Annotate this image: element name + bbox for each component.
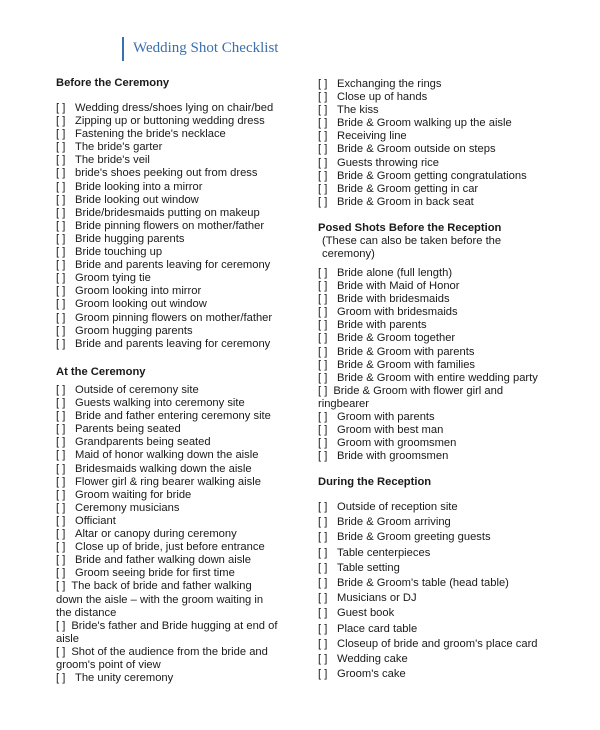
checklist-item-label: The bride's veil xyxy=(75,154,150,167)
checklist-item-label: The unity ceremony xyxy=(75,672,174,685)
checklist-item-label: Outside of reception site xyxy=(337,501,458,513)
checklist-item xyxy=(56,246,296,259)
checkbox[interactable]: [ ] xyxy=(56,423,66,436)
checkbox[interactable]: [ ] xyxy=(56,206,66,219)
checklist-item xyxy=(318,530,558,545)
checklist-item-label: Place card table xyxy=(337,622,418,635)
checkbox[interactable]: [ ] xyxy=(318,607,328,620)
checkbox[interactable]: [ ] xyxy=(56,141,66,154)
checklist-item xyxy=(318,576,558,591)
checklist-ceremony-continued xyxy=(318,78,558,209)
page-title: Wedding Shot Checklist xyxy=(133,40,279,56)
checkbox[interactable]: [ ] xyxy=(56,232,66,245)
checklist-item-label: Bride & Groom with flower girl and ringbearer xyxy=(318,384,504,410)
checkbox[interactable]: [ ] xyxy=(56,488,66,501)
checklist-item-label: Bride hugging parents xyxy=(75,232,185,245)
title-accent-bar xyxy=(122,37,124,61)
checklist-item xyxy=(56,567,280,580)
checkbox[interactable]: [ ] xyxy=(56,154,66,167)
checklist-item xyxy=(56,423,280,436)
checklist-item xyxy=(318,346,546,359)
checklist-item-label: Close up of bride, just before entrance xyxy=(75,541,265,554)
checklist-item xyxy=(56,141,296,154)
checkbox[interactable]: [ ] xyxy=(56,397,66,410)
checklist-item-label: Groom with best man xyxy=(337,424,444,437)
checklist-item xyxy=(318,196,558,209)
checklist-item-label: Bride with bridesmaids xyxy=(337,293,450,306)
checklist-item xyxy=(56,207,296,220)
checkbox[interactable]: [ ] xyxy=(318,345,328,358)
checkbox[interactable]: [ ] xyxy=(318,437,328,450)
checklist-item xyxy=(318,546,558,561)
checklist-item xyxy=(318,437,546,450)
checklist-item xyxy=(318,117,558,130)
checkbox[interactable]: [ ] xyxy=(56,475,66,488)
checklist-item xyxy=(318,591,558,606)
checklist-item-label: Officiant xyxy=(75,514,116,527)
checkbox[interactable]: [ ] xyxy=(318,384,328,397)
checklist-item-label: Groom with groomsmen xyxy=(337,437,457,450)
checklist-item xyxy=(318,424,546,437)
checklist-item-label: Guests walking into ceremony site xyxy=(75,397,245,410)
checklist-item xyxy=(318,319,546,332)
checklist-item-label: Outside of ceremony site xyxy=(75,384,199,396)
checkbox[interactable]: [ ] xyxy=(56,384,66,396)
checklist-item xyxy=(318,78,558,91)
checkbox[interactable]: [ ] xyxy=(318,143,328,156)
checklist-item xyxy=(56,154,296,167)
checkbox[interactable]: [ ] xyxy=(318,668,328,681)
checkbox[interactable]: [ ] xyxy=(56,219,66,232)
checklist-item-label: Groom's cake xyxy=(337,668,406,681)
checklist-item-label: The back of bride and father walking down the aisle – with the groom waiting in the distance xyxy=(56,580,264,619)
checkbox[interactable]: [ ] xyxy=(318,358,328,371)
checkbox[interactable]: [ ] xyxy=(56,128,66,141)
section-heading-during-reception: During the Reception xyxy=(318,476,432,488)
checkbox[interactable]: [ ] xyxy=(56,115,66,128)
checklist-item xyxy=(56,541,280,554)
checklist-item-label: Bride looking out window xyxy=(75,193,199,206)
checklist-item-label: Guests throwing rice xyxy=(337,156,439,169)
checklist-item-label: Groom seeing bride for first time xyxy=(75,567,235,580)
checklist-item xyxy=(56,449,280,462)
checklist-item xyxy=(56,102,296,115)
checklist-item-label: Grandparents being seated xyxy=(75,436,211,449)
checklist-item-label: Close up of hands xyxy=(337,91,428,104)
checklist-at-ceremony xyxy=(56,384,280,685)
checklist-item xyxy=(318,130,558,143)
checklist-item-label: Fastening the bride's necklace xyxy=(75,128,226,141)
checkbox[interactable]: [ ] xyxy=(56,462,66,475)
checkbox[interactable]: [ ] xyxy=(318,653,328,666)
checklist-item-label: Groom tying tie xyxy=(75,272,151,285)
checklist-item-label: Zipping up or buttoning wedding dress xyxy=(75,115,265,128)
checklist-item xyxy=(56,554,280,567)
checklist-item-label: Bride and father walking down aisle xyxy=(75,554,251,567)
checklist-item xyxy=(56,528,280,541)
checklist-item xyxy=(56,325,296,338)
checklist-item-label: bride's shoes peeking out from dress xyxy=(75,167,258,180)
checklist-item xyxy=(56,384,280,397)
checkbox[interactable]: [ ] xyxy=(318,501,328,513)
checklist-item xyxy=(56,646,280,672)
checklist-item xyxy=(56,312,296,325)
checkbox[interactable]: [ ] xyxy=(318,516,328,529)
checklist-item xyxy=(318,606,558,621)
checklist-item-label: Bride & Groom together xyxy=(337,332,456,345)
checklist-item xyxy=(318,622,558,637)
checkbox[interactable]: [ ] xyxy=(318,267,328,279)
checklist-item xyxy=(56,220,296,233)
checkbox[interactable]: [ ] xyxy=(56,298,66,311)
checkbox[interactable]: [ ] xyxy=(56,645,66,658)
checkbox[interactable]: [ ] xyxy=(318,156,328,169)
checklist-item-label: Bride & Groom arriving xyxy=(337,516,451,529)
checklist-item xyxy=(318,280,546,293)
checklist-item xyxy=(56,259,296,272)
checkbox[interactable]: [ ] xyxy=(56,619,66,632)
checklist-item-label: Table setting xyxy=(337,561,400,574)
checkbox[interactable]: [ ] xyxy=(318,450,328,463)
checklist-item-label: Groom looking into mirror xyxy=(75,285,202,298)
checklist-item xyxy=(318,515,558,530)
checklist-item-label: The kiss xyxy=(337,104,379,117)
checklist-item xyxy=(56,181,296,194)
checklist-item xyxy=(56,285,296,298)
checklist-item-label: Closeup of bride and groom's place card xyxy=(337,637,538,650)
checklist-item-label: Bride and father entering ceremony site xyxy=(75,410,271,423)
checklist-item-label: Bride & Groom getting in car xyxy=(337,182,479,195)
checklist-item xyxy=(318,157,558,170)
checklist-item-label: Bride and parents leaving for ceremony xyxy=(75,259,271,272)
checklist-item-label: Exchanging the rings xyxy=(337,78,442,90)
checklist-item-label: Bride & Groom with entire wedding party xyxy=(337,371,538,384)
checklist-item xyxy=(56,233,296,246)
checklist-item xyxy=(318,450,546,463)
checkbox[interactable]: [ ] xyxy=(318,637,328,650)
checklist-item-label: Flower girl & ring bearer walking aisle xyxy=(75,475,261,488)
checkbox[interactable]: [ ] xyxy=(318,169,328,182)
checklist-item xyxy=(56,115,296,128)
checkbox[interactable]: [ ] xyxy=(56,501,66,514)
checklist-item xyxy=(56,338,296,351)
checklist-item-label: Groom hugging parents xyxy=(75,324,193,337)
checklist-item xyxy=(56,272,296,285)
checklist-item xyxy=(318,637,558,652)
checkbox[interactable]: [ ] xyxy=(318,531,328,544)
checklist-item xyxy=(318,385,546,411)
checkbox[interactable]: [ ] xyxy=(56,528,66,541)
checkbox[interactable]: [ ] xyxy=(318,130,328,143)
checklist-item xyxy=(318,306,546,319)
checklist-item-label: Bride & Groom with families xyxy=(337,358,476,371)
checkbox[interactable]: [ ] xyxy=(56,246,66,259)
checkbox[interactable]: [ ] xyxy=(56,672,66,685)
checkbox[interactable]: [ ] xyxy=(56,259,66,272)
checklist-item-label: Bride/bridesmaids putting on makeup xyxy=(75,206,260,219)
checklist-item xyxy=(318,500,558,515)
checklist-item xyxy=(56,476,280,489)
checkbox[interactable]: [ ] xyxy=(318,195,328,208)
checkbox[interactable]: [ ] xyxy=(318,561,328,574)
checklist-item-label: The bride's garter xyxy=(75,141,163,154)
checklist-item-label: Bride & Groom greeting guests xyxy=(337,531,491,544)
checkbox[interactable]: [ ] xyxy=(318,546,328,559)
checklist-item-label: Groom waiting for bride xyxy=(75,488,192,501)
checklist-item-label: Bride with groomsmen xyxy=(337,450,449,463)
checklist-item xyxy=(56,515,280,528)
checkbox[interactable]: [ ] xyxy=(318,117,328,130)
checklist-item-label: Receiving line xyxy=(337,130,407,143)
checklist-item xyxy=(56,489,280,502)
checklist-item-label: Parents being seated xyxy=(75,423,181,436)
checklist-item-label: Bride & Groom walking up the aisle xyxy=(337,117,512,130)
checkbox[interactable]: [ ] xyxy=(318,91,328,104)
checkbox[interactable]: [ ] xyxy=(56,449,66,462)
checklist-item-label: Groom pinning flowers on mother/father xyxy=(75,311,273,324)
checklist-item-label: Shot of the audience from the bride and groom's point of view xyxy=(56,645,268,671)
checkbox[interactable]: [ ] xyxy=(56,554,66,567)
checklist-item-label: Groom with parents xyxy=(337,411,435,424)
checklist-item xyxy=(56,580,280,619)
checklist-item xyxy=(318,372,546,385)
checklist-item xyxy=(318,293,546,306)
checklist-item-label: Bride touching up xyxy=(75,246,163,259)
section-heading-at-ceremony: At the Ceremony xyxy=(56,366,146,378)
checklist-item xyxy=(318,332,546,345)
checklist-item-label: Guest book xyxy=(337,607,395,620)
checklist-item xyxy=(318,170,558,183)
checklist-item xyxy=(318,183,558,196)
checkbox[interactable]: [ ] xyxy=(318,577,328,590)
checkbox[interactable]: [ ] xyxy=(318,411,328,424)
checkbox[interactable]: [ ] xyxy=(318,280,328,293)
checkbox[interactable]: [ ] xyxy=(56,410,66,423)
checkbox[interactable]: [ ] xyxy=(318,319,328,332)
checklist-posed-shots xyxy=(318,267,546,463)
checkbox[interactable]: [ ] xyxy=(56,102,66,114)
checklist-item-label: Bride & Groom with parents xyxy=(337,345,475,358)
checklist-item-label: Groom looking out window xyxy=(75,298,207,311)
checklist-item xyxy=(56,128,296,141)
checklist-item-label: Bride & Groom outside on steps xyxy=(337,143,496,156)
checkbox[interactable]: [ ] xyxy=(56,324,66,337)
checklist-item-label: Bride looking into a mirror xyxy=(75,180,203,193)
checklist-item-label: Bride & Groom getting congratulations xyxy=(337,169,527,182)
checkbox[interactable]: [ ] xyxy=(318,592,328,605)
checklist-item xyxy=(56,397,280,410)
checklist-before-ceremony xyxy=(56,102,296,351)
checklist-item-label: Groom with bridesmaids xyxy=(337,306,458,319)
checkbox[interactable]: [ ] xyxy=(56,167,66,180)
checkbox[interactable]: [ ] xyxy=(318,306,328,319)
checklist-item-label: Bride alone (full length) xyxy=(337,267,453,279)
checklist-item-label: Table centerpieces xyxy=(337,546,431,559)
checkbox[interactable]: [ ] xyxy=(56,272,66,285)
checklist-item-label: Bridesmaids walking down the aisle xyxy=(75,462,252,475)
checklist-item xyxy=(318,143,558,156)
checkbox[interactable]: [ ] xyxy=(318,78,328,90)
checkbox[interactable]: [ ] xyxy=(56,337,66,350)
checklist-item xyxy=(318,91,558,104)
checklist-item xyxy=(56,620,280,646)
checklist-item-label: Bride & Groom in back seat xyxy=(337,195,474,208)
checkbox[interactable]: [ ] xyxy=(318,332,328,345)
checklist-item xyxy=(318,267,546,280)
checkbox[interactable]: [ ] xyxy=(56,436,66,449)
checklist-item-label: Ceremony musicians xyxy=(75,501,180,514)
checklist-item-label: Wedding dress/shoes lying on chair/bed xyxy=(75,102,274,114)
checklist-item-label: Bride with Maid of Honor xyxy=(337,280,460,293)
checkbox[interactable]: [ ] xyxy=(56,580,66,593)
checklist-item-label: Altar or canopy during ceremony xyxy=(75,528,237,541)
checklist-item xyxy=(318,667,558,682)
checklist-item-label: Bride pinning flowers on mother/father xyxy=(75,219,265,232)
checklist-item xyxy=(318,411,546,424)
checklist-item xyxy=(56,672,280,685)
checkbox[interactable]: [ ] xyxy=(318,182,328,195)
checkbox[interactable]: [ ] xyxy=(318,371,328,384)
checkbox[interactable]: [ ] xyxy=(56,285,66,298)
checklist-item xyxy=(56,167,296,180)
checkbox[interactable]: [ ] xyxy=(56,541,66,554)
checkbox[interactable]: [ ] xyxy=(56,193,66,206)
checkbox[interactable]: [ ] xyxy=(56,567,66,580)
checklist-item xyxy=(318,104,558,117)
checklist-item xyxy=(56,298,296,311)
posed-shots-note: (These can also be taken before the ceremony) xyxy=(322,235,502,260)
checkbox[interactable]: [ ] xyxy=(56,180,66,193)
checklist-during-reception xyxy=(318,500,558,682)
checkbox[interactable]: [ ] xyxy=(318,424,328,437)
section-heading-posed-shots: Posed Shots Before the Reception xyxy=(318,222,502,234)
checkbox[interactable]: [ ] xyxy=(56,514,66,527)
checklist-item-label: Bride's father and Bride hugging at end of aisle xyxy=(56,619,278,645)
checklist-item xyxy=(318,359,546,372)
checkbox[interactable]: [ ] xyxy=(318,293,328,306)
checklist-item xyxy=(56,194,296,207)
checklist-item-label: Bride with parents xyxy=(337,319,427,332)
checklist-item xyxy=(56,436,280,449)
checkbox[interactable]: [ ] xyxy=(56,311,66,324)
checklist-item xyxy=(318,561,558,576)
checklist-item-label: Wedding cake xyxy=(337,653,408,666)
section-heading-before-ceremony: Before the Ceremony xyxy=(56,77,170,89)
checklist-item xyxy=(56,502,280,515)
checkbox[interactable]: [ ] xyxy=(318,622,328,635)
checklist-item-label: Bride & Groom's table (head table) xyxy=(337,577,509,590)
checklist-item xyxy=(56,410,280,423)
checklist-item xyxy=(56,463,280,476)
checklist-item-label: Maid of honor walking down the aisle xyxy=(75,449,259,462)
checkbox[interactable]: [ ] xyxy=(318,104,328,117)
checklist-item xyxy=(318,652,558,667)
checklist-item-label: Bride and parents leaving for ceremony xyxy=(75,337,271,350)
checklist-item-label: Musicians or DJ xyxy=(337,592,417,605)
